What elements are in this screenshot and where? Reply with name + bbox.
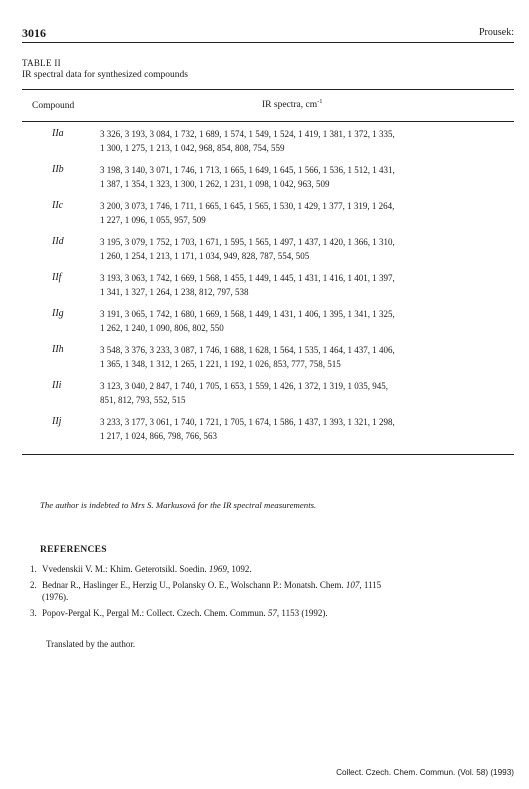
- reference-pages: , 1115: [359, 579, 382, 590]
- page-header: [22, 26, 514, 40]
- reference-text: Vvedenskii V. M.: Khim. Geterotsikl. Soedin.: [42, 564, 209, 574]
- ir-values: [100, 343, 512, 371]
- compound-label: IIi: [52, 380, 62, 391]
- table-row: [22, 163, 514, 199]
- reference-item: [30, 579, 515, 604]
- compound-label: IIh: [52, 344, 64, 355]
- translation-note: Translated by the author.: [46, 639, 136, 649]
- ir-values-line: 1 262, 1 240, 1 090, 806, 802, 550: [100, 323, 224, 333]
- reference-volume: 107: [345, 579, 360, 590]
- ir-values: [100, 235, 512, 263]
- ir-values-line: 3 195, 3 079, 1 752, 1 703, 1 671, 1 595, 1 565, 1 497, 1 437, 1 420, 1 366, 1 310,: [100, 237, 395, 247]
- reference-text: Bednar R., Haslinger E., Herzig U., Polansky O. E., Wolschann P.: Monatsh. Chem.: [42, 579, 346, 590]
- ir-values-line: 1 365, 1 348, 1 312, 1 265, 1 221, 1 192, 1 026, 853, 777, 758, 515: [100, 359, 341, 369]
- table-caption: IR spectral data for synthesized compounds: [22, 70, 188, 80]
- reference-pages: , 1153 (1992).: [276, 607, 328, 618]
- table-top-rule: [22, 89, 514, 90]
- column-header-ir-label: IR spectra, cm: [262, 100, 318, 111]
- compound-label: IIa: [52, 128, 64, 139]
- reference-item: [30, 563, 515, 576]
- compound-label: IIf: [52, 272, 62, 283]
- reference-item: [30, 607, 515, 620]
- ir-values: [100, 307, 512, 335]
- ir-values: [100, 199, 512, 227]
- ir-values-line: 3 548, 3 376, 3 233, 3 087, 1 746, 1 688, 1 628, 1 564, 1 535, 1 464, 1 437, 1 406,: [100, 345, 395, 355]
- compound-label: IIb: [52, 164, 64, 175]
- ir-values-line: 1 387, 1 354, 1 323, 1 300, 1 262, 1 231, 1 098, 1 042, 963, 509: [100, 179, 330, 189]
- references-list: [30, 563, 515, 622]
- ir-values-line: 1 341, 1 327, 1 264, 1 238, 812, 797, 538: [100, 287, 249, 297]
- ir-values: [100, 379, 512, 407]
- compound-label: IId: [52, 236, 64, 247]
- ir-values-line: 3 193, 3 063, 1 742, 1 669, 1 568, 1 455, 1 449, 1 445, 1 431, 1 416, 1 401, 1 397,: [100, 273, 395, 283]
- table-row: [22, 343, 514, 379]
- compound-label: IIj: [52, 416, 62, 427]
- ir-values-line: 1 217, 1 024, 866, 798, 766, 563: [100, 431, 217, 441]
- ir-values-line: 3 123, 3 040, 2 847, 1 740, 1 705, 1 653, 1 559, 1 426, 1 372, 1 319, 1 035, 945,: [100, 381, 388, 391]
- reference-text: Popov-Pergal K., Pergal M.: Collect. Czech. Chem. Commun.: [42, 607, 268, 618]
- table-row: [22, 127, 514, 163]
- ir-values-line: 1 260, 1 254, 1 213, 1 171, 1 034, 949, 828, 787, 554, 505: [100, 251, 310, 261]
- ir-values-line: 3 198, 3 140, 3 071, 1 746, 1 713, 1 665, 1 649, 1 645, 1 566, 1 536, 1 512, 1 431,: [100, 165, 395, 175]
- table-body: [22, 127, 514, 451]
- table-row: [22, 415, 514, 451]
- ir-values: [100, 163, 512, 191]
- column-header-ir-unit-exponent: -1: [317, 98, 323, 105]
- ir-values-line: 851, 812, 793, 552, 515: [100, 395, 186, 405]
- ir-values-line: 3 233, 3 177, 3 061, 1 740, 1 721, 1 705, 1 674, 1 586, 1 437, 1 393, 1 321, 1 298,: [100, 417, 395, 427]
- reference-pages: , 1092.: [226, 564, 252, 574]
- ir-values: [100, 271, 512, 299]
- header-rule: [22, 42, 514, 43]
- table-row: [22, 235, 514, 271]
- compound-label: IIg: [52, 308, 64, 319]
- table-bottom-rule: [22, 454, 514, 455]
- ir-values-line: 1 227, 1 096, 1 055, 957, 509: [100, 215, 206, 225]
- table-row: [22, 379, 514, 415]
- compound-label: IIc: [52, 200, 64, 211]
- table-header-rule: [22, 121, 514, 122]
- column-header-ir-spectra: [262, 98, 323, 110]
- reference-number: 1.: [30, 564, 37, 574]
- reference-volume: 57: [267, 607, 277, 618]
- ir-values: [100, 415, 512, 443]
- ir-values-line: 3 326, 3 193, 3 084, 1 732, 1 689, 1 574, 1 549, 1 524, 1 419, 1 381, 1 372, 1 335,: [100, 129, 395, 139]
- table-row: [22, 199, 514, 235]
- reference-continuation: (1976).: [42, 592, 69, 602]
- reference-number: 2.: [30, 579, 37, 590]
- table-label: TABLE II: [22, 58, 61, 68]
- ir-values-line: 1 300, 1 275, 1 213, 1 042, 968, 854, 808, 754, 559: [100, 143, 285, 153]
- reference-year: 1969: [208, 564, 227, 574]
- references-heading: REFERENCES: [40, 545, 107, 555]
- ir-values: [100, 127, 512, 155]
- acknowledgement: The author is indebted to Mrs S. Markusová for the IR spectral measurements.: [40, 500, 317, 510]
- page-number: 3016: [22, 26, 46, 40]
- ir-values-line: 3 200, 3 073, 1 746, 1 711, 1 665, 1 645, 1 565, 1 530, 1 429, 1 377, 1 319, 1 264,: [100, 201, 395, 211]
- table-row: [22, 271, 514, 307]
- ir-values-line: 3 191, 3 065, 1 742, 1 680, 1 669, 1 568, 1 449, 1 431, 1 406, 1 395, 1 341, 1 325,: [100, 309, 395, 319]
- column-header-compound: Compound: [32, 101, 75, 111]
- running-head: Prousek:: [479, 27, 514, 38]
- table-row: [22, 307, 514, 343]
- journal-footer: Collect. Czech. Chem. Commun. (Vol. 58) (1993): [336, 768, 514, 777]
- reference-number: 3.: [30, 607, 37, 618]
